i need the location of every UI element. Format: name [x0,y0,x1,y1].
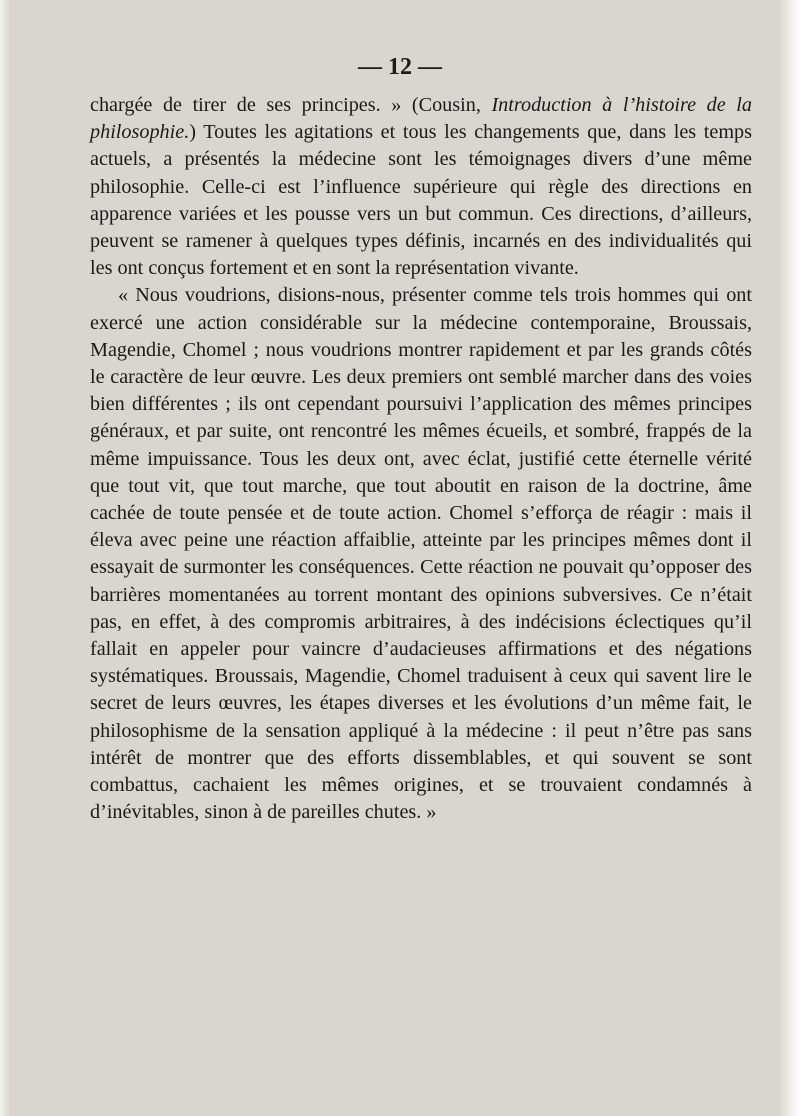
paragraph-1 [90,92,752,282]
paragraph-1-start: chargée de tirer de ses principes. » (Cousin, [90,94,492,116]
page-number: — 12 — [358,54,442,80]
body-text [90,92,752,826]
book-title: Introduction à l’histoire de la philosophie. [90,94,752,144]
page-left-edge [0,0,10,1116]
paragraph-1-rest: ) Toutes les agitations et tous les changements que, dans les temps actuels, a présentés la médecine sont les témoignages divers d’une même philosophie. Celle-ci est l’influence supérieure qui règle des directions en apparence variées et les pousse vers un but commun. Ces directions, d’ailleurs, peuvent se ramener à quelques types définis, incarnés en des individualités qui les ont conçus fortement et en sont la représentation vivante. [90,121,752,280]
page-right-edge [778,0,800,1116]
paragraph-2: « Nous voudrions, disions-nous, présenter comme tels trois hommes qui ont exercé une action considérable sur la médecine contemporaine, Broussais, Magendie, Chomel ; nous voudrions montrer rapidement et par les grands côtés le caractère de leur œuvre. Les deux premiers ont semblé marcher dans des voies bien différentes ; ils ont cependant poursuivi l’application des mêmes principes généraux, et par suite, ont rencontré les mêmes écueils, et sombré, frappés de la même impuissance. Tous les deux ont, avec éclat, justifié cette éternelle vérité que tout vit, que tout marche, que tout aboutit en raison de la doctrine, âme cachée de toute pensée et de toute action. Chomel s’efforça de réagir : mais il éleva avec peine une réaction affaiblie, atteinte par les principes mêmes dont il essayait de surmonter les conséquences. Cette réaction ne pouvait qu’opposer des barrières momentanées au torrent montant des opinions subversives. Ce n’était pas, en effet, à des compromis arbitraires, à des indécisions éclectiques qu’il fallait en appeler pour vaincre d’audacieuses affirmations et des négations systématiques. Broussais, Magendie, Chomel traduisent à ceux qui savent lire le secret de leurs œuvres, les étapes diverses et les évolutions d’un même fait, le philosophisme de la sensation appliqué à la médecine : il peut n’être pas sans intérêt de montrer que des efforts dissemblables, et qui souvent se sont combattus, cachaient les mêmes origines, et se trouvaient condamnés à d’inévitables, sinon à de pareilles chutes. » [90,284,752,824]
